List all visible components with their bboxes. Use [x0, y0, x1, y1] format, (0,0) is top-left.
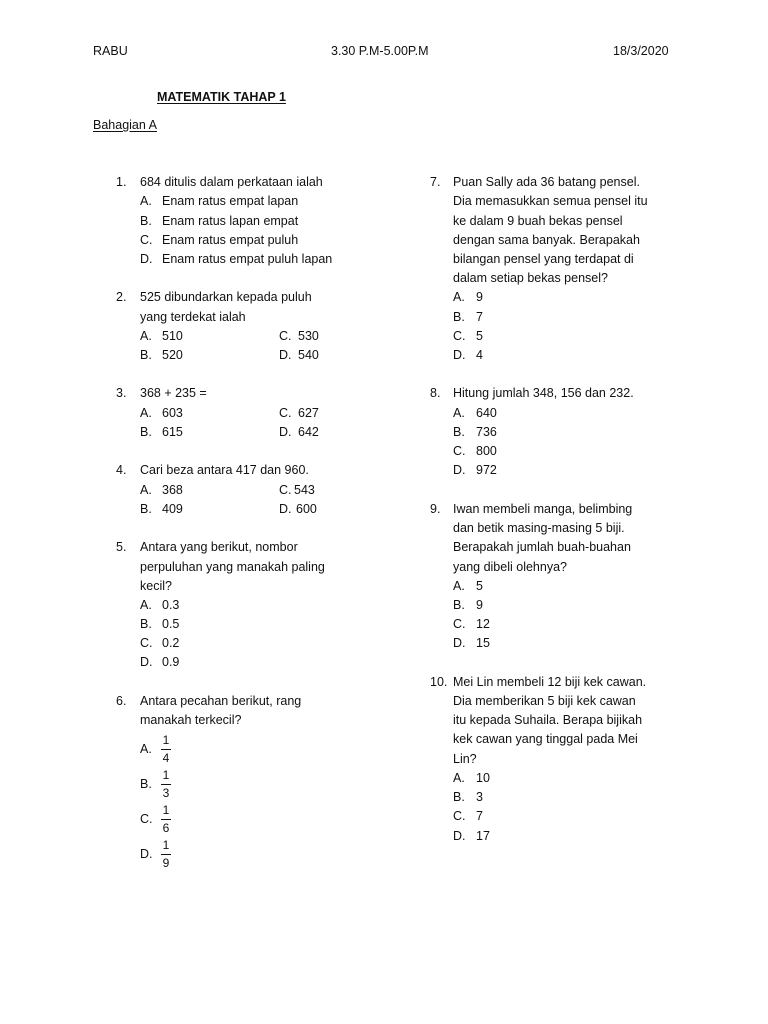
header-time: 3.30 P.M-5.00P.M	[331, 44, 429, 58]
option-letter: D.	[279, 348, 292, 362]
option-text: 800	[476, 444, 497, 458]
option-letter: C.	[279, 406, 292, 420]
question-number: 7.	[430, 175, 441, 189]
option-letter: C.	[279, 329, 292, 343]
fraction-bar	[161, 749, 171, 750]
fraction-denominator: 3	[162, 786, 170, 801]
fraction	[160, 838, 172, 870]
option-letter: B.	[140, 777, 152, 791]
question-text: perpuluhan yang manakah paling	[140, 560, 325, 574]
option-text: Enam ratus empat puluh lapan	[162, 252, 333, 266]
question-number: 3.	[116, 386, 127, 400]
option-text: 10	[476, 771, 490, 785]
question-text: Cari beza antara 417 dan 960.	[140, 463, 309, 477]
option-text: 7	[476, 809, 483, 823]
question-text: Mei Lin membeli 12 biji kek cawan.	[453, 675, 647, 689]
option-text: Enam ratus empat lapan	[162, 194, 299, 208]
question-text: Puan Sally ada 36 batang pensel.	[453, 175, 640, 189]
question-text: kecil?	[140, 579, 172, 593]
question-text: dan betik masing-masing 5 biji.	[453, 521, 625, 535]
option-letter: D.	[453, 348, 466, 362]
fraction-bar	[161, 819, 171, 820]
fraction-numerator: 1	[162, 838, 170, 852]
option-text: 642	[298, 425, 319, 439]
fraction-numerator: 1	[162, 803, 170, 817]
option-text: 627	[298, 406, 319, 420]
option-letter: A.	[140, 598, 152, 612]
question-number: 4.	[116, 463, 127, 477]
option-letter: C.	[140, 812, 153, 826]
question-text: dengan sama banyak. Berapakah	[453, 233, 640, 247]
option-letter: D.	[140, 252, 153, 266]
question-text: 525 dibundarkan kepada puluh	[140, 290, 312, 304]
question-text: yang dibeli olehnya?	[453, 560, 567, 574]
option-text: 543	[294, 483, 315, 497]
fraction	[160, 768, 172, 800]
option-letter: B.	[453, 598, 465, 612]
question-text: ke dalam 9 buah bekas pensel	[453, 214, 623, 228]
option-text: 520	[162, 348, 183, 362]
question-number: 8.	[430, 386, 441, 400]
option-letter: C.	[279, 483, 292, 497]
option-text: 7	[476, 310, 483, 324]
option-letter: C.	[453, 809, 466, 823]
option-letter: A.	[453, 406, 465, 420]
header-day: RABU	[93, 44, 128, 58]
fraction	[160, 803, 172, 835]
option-text: 0.2	[162, 636, 180, 650]
option-text: 5	[476, 329, 483, 343]
question-text: Hitung jumlah 348, 156 dan 232.	[453, 386, 634, 400]
option-letter: B.	[140, 502, 152, 516]
fraction	[160, 733, 172, 765]
option-letter: D.	[140, 655, 153, 669]
option-letter: D.	[453, 829, 466, 843]
page-title: MATEMATIK TAHAP 1	[157, 90, 286, 104]
option-letter: C.	[140, 233, 153, 247]
option-letter: A.	[453, 771, 465, 785]
option-text: 0.5	[162, 617, 180, 631]
question-text: 684 ditulis dalam perkataan ialah	[140, 175, 323, 189]
fraction-denominator: 9	[162, 856, 170, 871]
option-text: 5	[476, 579, 483, 593]
option-text: 9	[476, 290, 483, 304]
option-text: 540	[298, 348, 319, 362]
question-number: 9.	[430, 502, 441, 516]
header-date: 18/3/2020	[613, 44, 669, 58]
option-letter: C.	[453, 617, 466, 631]
question-number: 10.	[430, 675, 448, 689]
option-text: 12	[476, 617, 490, 631]
option-letter: A.	[140, 406, 152, 420]
option-text: Enam ratus empat puluh	[162, 233, 299, 247]
question-text: bilangan pensel yang terdapat di	[453, 252, 634, 266]
option-letter: B.	[140, 617, 152, 631]
section-heading: Bahagian A	[93, 118, 157, 132]
option-text: 0.3	[162, 598, 180, 612]
question-number: 2.	[116, 290, 127, 304]
option-text: 368	[162, 483, 183, 497]
fraction-bar	[161, 854, 171, 855]
option-text: 640	[476, 406, 497, 420]
option-text: 530	[298, 329, 319, 343]
option-letter: D.	[279, 502, 292, 516]
option-text: 736	[476, 425, 497, 439]
option-letter: B.	[453, 790, 465, 804]
question-text: kek cawan yang tinggal pada Mei	[453, 732, 638, 746]
option-letter: A.	[140, 483, 152, 497]
option-letter: A.	[140, 194, 152, 208]
question-text: dalam setiap bekas pensel?	[453, 271, 608, 285]
question-text: Dia memberikan 5 biji kek cawan	[453, 694, 636, 708]
option-letter: C.	[140, 636, 153, 650]
option-text: 17	[476, 829, 490, 843]
option-text: 409	[162, 502, 183, 516]
option-letter: A.	[453, 579, 465, 593]
option-text: 510	[162, 329, 183, 343]
option-letter: D.	[279, 425, 292, 439]
question-text: Antara pecahan berikut, rang	[140, 694, 302, 708]
question-number: 1.	[116, 175, 127, 189]
option-text: 9	[476, 598, 483, 612]
question-text: manakah terkecil?	[140, 713, 242, 727]
question-text: Antara yang berikut, nombor	[140, 540, 298, 554]
option-letter: A.	[140, 329, 152, 343]
fraction-denominator: 4	[162, 751, 170, 766]
option-letter: D.	[140, 847, 153, 861]
option-letter: A.	[453, 290, 465, 304]
option-letter: B.	[453, 425, 465, 439]
option-text: 972	[476, 463, 497, 477]
option-letter: D.	[453, 636, 466, 650]
option-text: 600	[296, 502, 317, 516]
fraction-numerator: 1	[162, 768, 170, 782]
option-letter: B.	[453, 310, 465, 324]
option-text: 0.9	[162, 655, 180, 669]
question-text: Iwan membeli manga, belimbing	[453, 502, 633, 516]
fraction-bar	[161, 784, 171, 785]
option-text: 3	[476, 790, 483, 804]
question-text: Lin?	[453, 752, 477, 766]
question-number: 5.	[116, 540, 127, 554]
option-letter: B.	[140, 425, 152, 439]
option-letter: D.	[453, 463, 466, 477]
option-text: 4	[476, 348, 483, 362]
option-letter: B.	[140, 348, 152, 362]
option-text: 603	[162, 406, 183, 420]
option-letter: C.	[453, 329, 466, 343]
option-letter: B.	[140, 214, 152, 228]
fraction-denominator: 6	[162, 821, 170, 836]
question-text: Dia memasukkan semua pensel itu	[453, 194, 648, 208]
option-text: 15	[476, 636, 490, 650]
question-text: Berapakah jumlah buah-buahan	[453, 540, 631, 554]
option-letter: A.	[140, 742, 152, 756]
question-text: itu kepada Suhaila. Berapa bijikah	[453, 713, 643, 727]
option-text: Enam ratus lapan empat	[162, 214, 299, 228]
question-text: 368 + 235 =	[140, 386, 207, 400]
option-text: 615	[162, 425, 183, 439]
question-text: yang terdekat ialah	[140, 310, 246, 324]
question-number: 6.	[116, 694, 127, 708]
option-letter: C.	[453, 444, 466, 458]
fraction-numerator: 1	[162, 733, 170, 747]
